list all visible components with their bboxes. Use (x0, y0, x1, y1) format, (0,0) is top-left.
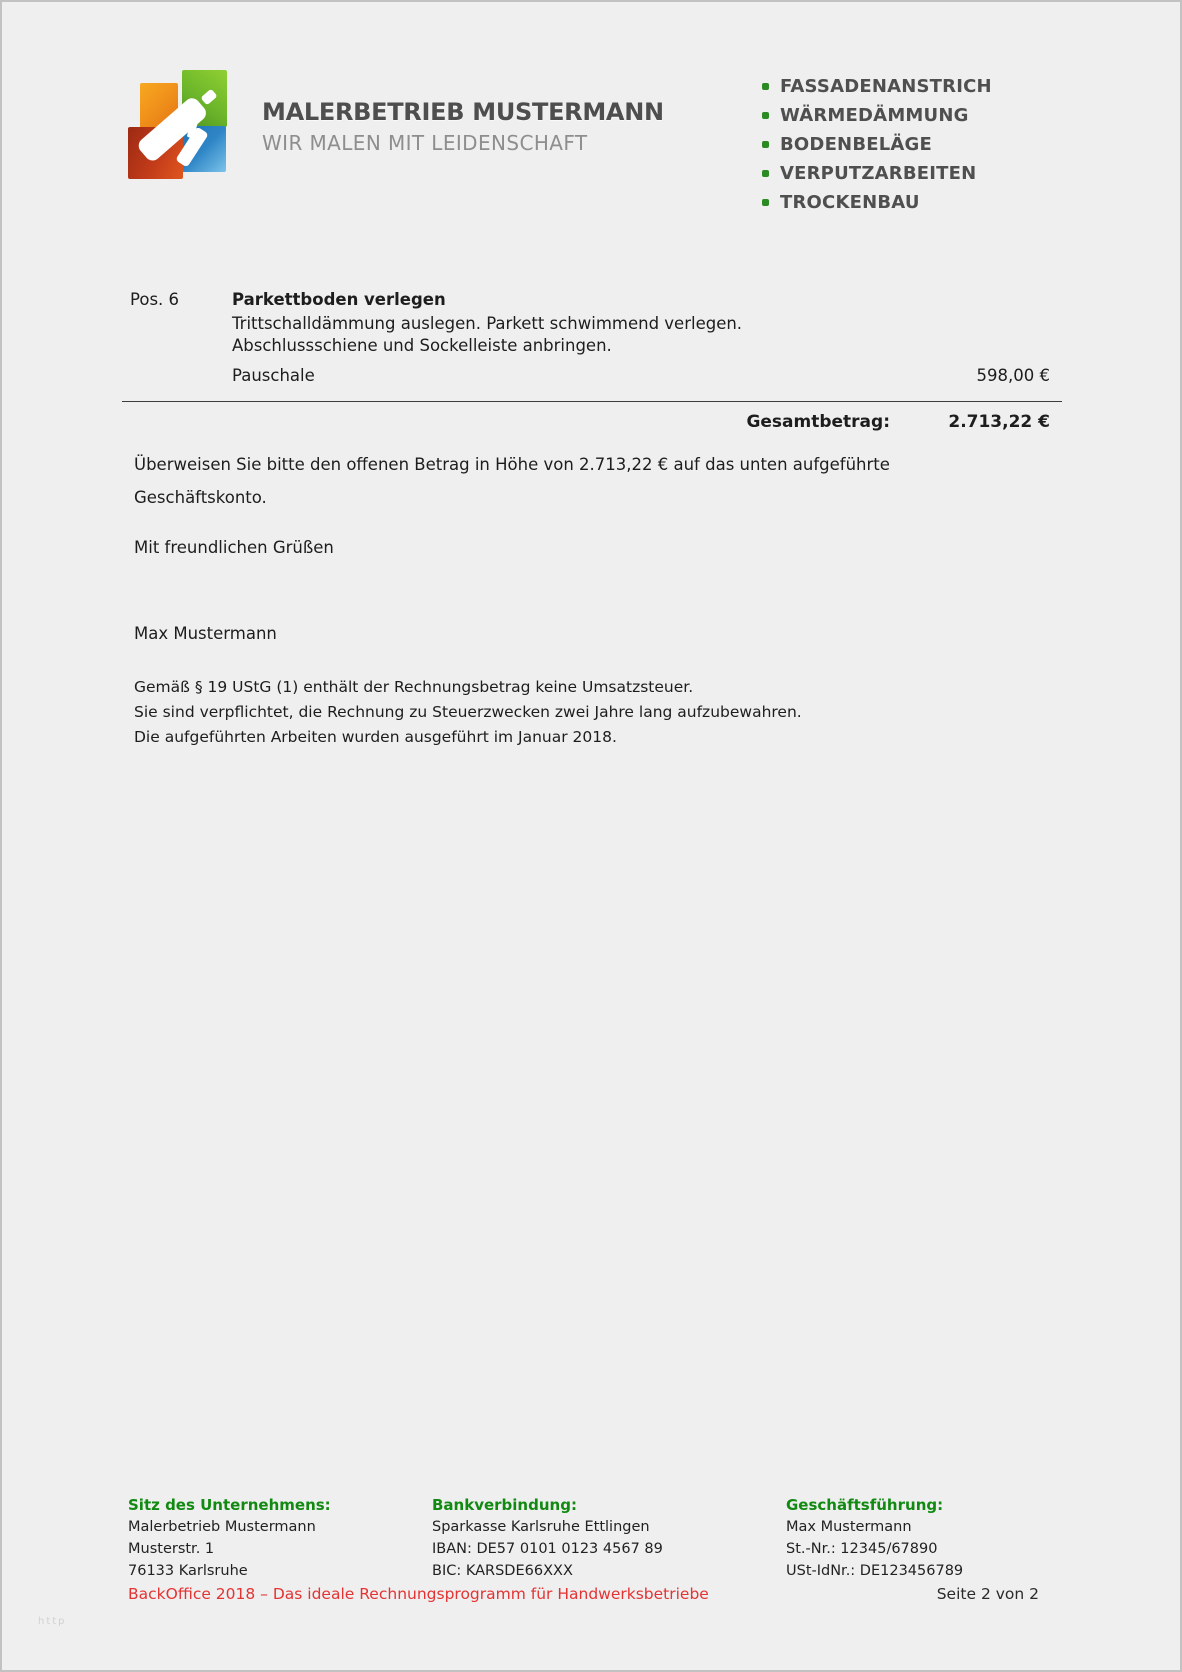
total-label: Gesamtbetrag: (746, 412, 890, 432)
footer-management (786, 1494, 963, 1582)
green-bullet-icon (762, 199, 769, 206)
service-label: WÄRMEDÄMMUNG (780, 105, 969, 126)
green-bullet-icon (762, 112, 769, 119)
total-divider-line (122, 401, 1062, 402)
company-tagline: WIR MALEN MIT LEIDENSCHAFT (262, 131, 588, 155)
position-description: Trittschalldämmung auslegen. Parkett schwimmend verlegen. (232, 314, 743, 333)
software-branding-line: BackOffice 2018 – Das ideale Rechnungsprogramm für Handwerksbetriebe (128, 1585, 709, 1603)
footer-line: 76133 Karlsruhe (128, 1563, 248, 1579)
closing-greeting: Mit freundlichen Grüßen (134, 538, 334, 557)
service-item (762, 159, 992, 188)
footer-heading: Sitz des Unternehmens: (128, 1496, 331, 1514)
footer-line: BIC: KARSDE66XXX (432, 1563, 573, 1579)
company-name: MALERBETRIEB MUSTERMANN (262, 98, 664, 126)
service-item (762, 130, 992, 159)
footer-heading: Geschäftsführung: (786, 1496, 944, 1514)
footer-heading: Bankverbindung: (432, 1496, 577, 1514)
position-number: Pos. 6 (130, 290, 180, 309)
service-item (762, 101, 992, 130)
service-label: TROCKENBAU (780, 192, 920, 213)
footer-bank-details (432, 1494, 663, 1582)
legal-note: Gemäß § 19 UStG (1) enthält der Rechnungsbetrag keine Umsatzsteuer. (134, 678, 694, 696)
footer-line: Sparkasse Karlsruhe Ettlingen (432, 1519, 650, 1535)
service-label: FASSADENANSTRICH (780, 76, 992, 97)
service-label: VERPUTZARBEITEN (780, 163, 977, 184)
services-list (762, 72, 992, 217)
green-bullet-icon (762, 83, 769, 90)
footer-line: IBAN: DE57 0101 0123 4567 89 (432, 1541, 663, 1557)
footer-line: Max Mustermann (786, 1519, 912, 1535)
company-logo (128, 70, 228, 182)
service-label: BODENBELÄGE (780, 134, 933, 155)
green-bullet-icon (762, 170, 769, 177)
footer-line: Musterstr. 1 (128, 1541, 215, 1557)
total-amount: 2.713,22 € (948, 412, 1050, 432)
http-watermark: http (38, 1616, 67, 1627)
green-bullet-icon (762, 141, 769, 148)
position-description: Abschlussschiene und Sockelleiste anbringen. (232, 336, 612, 355)
position-title: Parkettboden verlegen (232, 290, 446, 309)
position-price: 598,00 € (976, 366, 1050, 385)
footer-company-address (128, 1494, 331, 1582)
footer-line: St.-Nr.: 12345/67890 (786, 1541, 938, 1557)
price-type-label: Pauschale (232, 366, 315, 385)
paint-roller-icon (128, 70, 228, 182)
legal-note: Die aufgeführten Arbeiten wurden ausgeführt im Januar 2018. (134, 728, 617, 746)
payment-instruction: Überweisen Sie bitte den offenen Betrag in Höhe von 2.713,22 € auf das unten aufgeführte Geschäftskonto. (134, 455, 890, 507)
legal-note: Sie sind verpflichtet, die Rechnung zu Steuerzwecken zwei Jahre lang aufzubewahren. (134, 703, 802, 721)
service-item (762, 188, 992, 217)
footer-line: USt-IdNr.: DE123456789 (786, 1563, 964, 1579)
page-indicator: Seite 2 von 2 (936, 1585, 1039, 1603)
footer-line: Malerbetrieb Mustermann (128, 1519, 316, 1535)
signature-name: Max Mustermann (134, 624, 277, 643)
service-item (762, 72, 992, 101)
